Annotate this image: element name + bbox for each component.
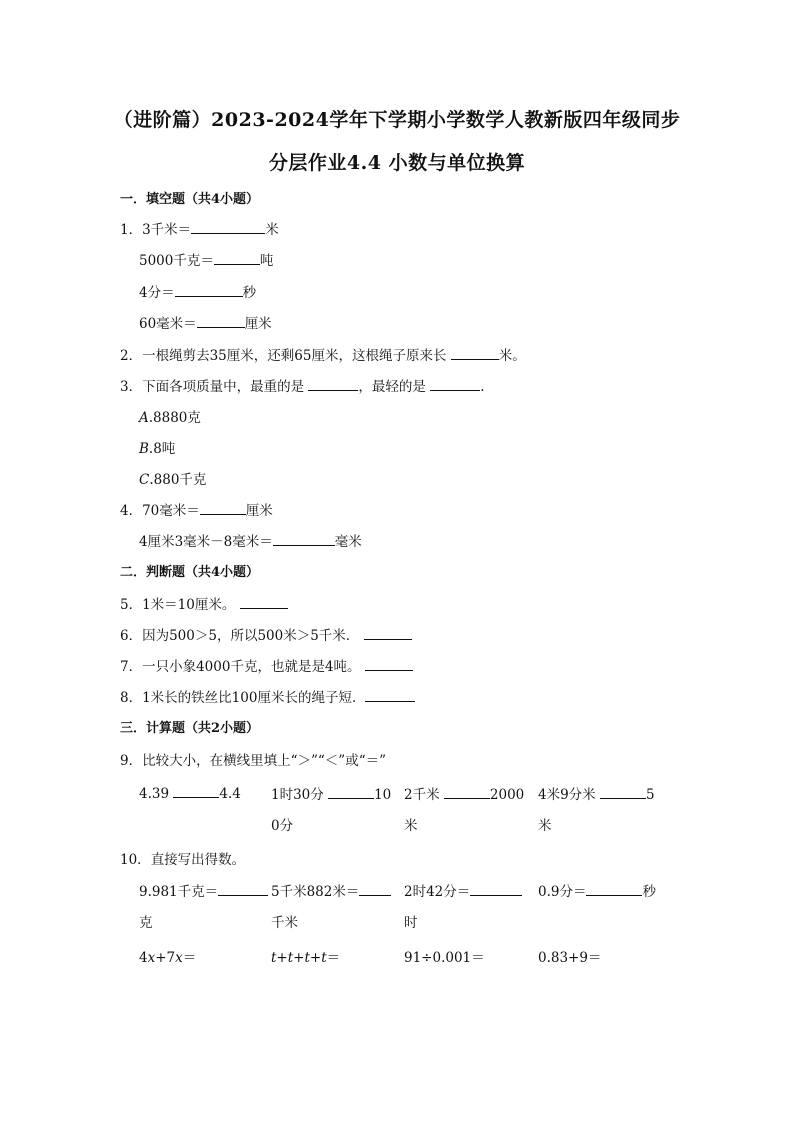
- expression: t+t+t+t: [271, 950, 327, 966]
- calc-item-4: [538, 880, 656, 900]
- calc-item-7: 91÷0.001＝: [404, 950, 485, 966]
- question-1a: [120, 218, 279, 238]
- calc-item-8: 0.83+9＝: [538, 950, 602, 966]
- compare-left: 1时30分: [271, 787, 324, 803]
- unit-text: 秒: [242, 285, 257, 301]
- option-text: .8880克: [148, 410, 201, 426]
- question-9: [120, 749, 386, 769]
- question-number: 2．: [120, 348, 143, 364]
- question-4b: [139, 530, 362, 550]
- answer-blank[interactable]: [600, 784, 646, 799]
- question-2: [120, 344, 526, 364]
- answer-blank[interactable]: [470, 881, 522, 896]
- variable: x: [147, 950, 156, 966]
- answer-blank[interactable]: [444, 784, 490, 799]
- unit-text: 米。: [498, 348, 526, 364]
- compare-right: 10: [374, 787, 392, 803]
- section-fill-in: 一．填空题（共4小题）: [120, 192, 260, 207]
- equals-sign: ＝: [326, 950, 341, 966]
- prompt-text: 60毫米＝: [139, 316, 197, 332]
- question-number: 9．: [120, 753, 143, 769]
- question-number: 8．: [120, 690, 143, 706]
- calc-item-5: [139, 946, 196, 966]
- variable: x: [175, 950, 183, 966]
- option-b: [139, 437, 175, 457]
- answer-blank[interactable]: [365, 687, 415, 702]
- answer-blank[interactable]: [364, 625, 412, 640]
- question-8: [120, 686, 415, 706]
- option-text: .880千克: [149, 472, 207, 488]
- calc-item-2: [271, 880, 391, 900]
- title-line-2: 分层作业4.4 小数与单位换算: [268, 152, 526, 174]
- prompt-text: 直接写出得数。: [150, 852, 246, 868]
- unit-text: 毫米: [334, 534, 362, 550]
- answer-blank[interactable]: [365, 656, 413, 671]
- unit-text: 厘米: [245, 503, 273, 519]
- unit-text: 吨: [259, 253, 274, 269]
- question-6: [120, 624, 412, 644]
- prompt-text: 4厘米3毫米－8毫米＝: [139, 534, 273, 550]
- question-5: [120, 593, 288, 613]
- section-true-false: 二．判断题（共4小题）: [120, 565, 260, 580]
- title-line-1: （进阶篇）2023-2024学年下学期小学数学人教新版四年级同步: [113, 109, 681, 131]
- question-number: 10．: [120, 852, 151, 868]
- answer-blank[interactable]: [328, 784, 374, 799]
- prompt-text: 一根绳剪去35厘米，还剩65厘米，这根绳子原来长: [142, 348, 447, 364]
- question-number: 7．: [120, 659, 143, 675]
- option-text: .8吨: [148, 441, 176, 457]
- unit-text: 秒: [642, 884, 656, 900]
- option-letter: B: [139, 441, 149, 457]
- calc-item-2-wrap: 千米: [271, 915, 298, 931]
- compare-item-2-wrap: 0分: [271, 818, 294, 834]
- answer-blank[interactable]: [218, 881, 268, 896]
- prompt-text: 3千米＝: [142, 222, 192, 238]
- question-1b: [139, 249, 273, 269]
- prompt-text: 9.981千克＝: [139, 884, 219, 900]
- question-1d: [139, 312, 272, 332]
- question-number: 3．: [120, 379, 143, 395]
- prompt-text: 一只小象4000千克，也就是是4吨。: [142, 659, 361, 675]
- prompt-text: 70毫米＝: [142, 503, 200, 519]
- compare-left: 4米9分米: [538, 787, 596, 803]
- calc-item-3-wrap: 时: [404, 915, 418, 931]
- prompt-text: 4分＝: [139, 285, 175, 301]
- coefficient: +7: [155, 950, 176, 966]
- calc-item-1: [139, 880, 268, 900]
- prompt-text: 2时42分＝: [404, 884, 471, 900]
- question-3: [120, 375, 484, 395]
- question-number: 6．: [120, 628, 143, 644]
- compare-right: 2000: [489, 787, 525, 803]
- prompt-text: 下面各项质量中，最重的是: [142, 379, 305, 395]
- compare-item-3-wrap: 米: [404, 818, 418, 834]
- compare-item-3: [404, 783, 524, 803]
- compare-right: 4.4: [219, 786, 241, 802]
- question-number: 4．: [120, 503, 143, 519]
- section-calculation: 三．计算题（共2小题）: [120, 721, 260, 736]
- prompt-text: 0.9分＝: [538, 884, 587, 900]
- compare-item-4: [538, 783, 655, 803]
- compare-left: 2千米: [404, 787, 440, 803]
- option-letter: C: [139, 472, 150, 488]
- compare-item-2: [271, 783, 391, 803]
- prompt-text: 5千米882米＝: [271, 884, 360, 900]
- coefficient: 4: [139, 950, 148, 966]
- compare-item-1: [139, 783, 241, 802]
- prompt-text: 5000千克＝: [139, 253, 214, 269]
- answer-blank[interactable]: [430, 376, 480, 391]
- compare-left: 4.39: [139, 786, 170, 802]
- answer-blank[interactable]: [214, 250, 260, 265]
- prompt-text: 因为500＞5，所以500米＞5千米．: [142, 628, 360, 644]
- question-10: [120, 848, 245, 868]
- prompt-text: 比较大小，在横线里填上“＞”“＜”或“＝”: [142, 753, 387, 769]
- answer-blank[interactable]: [173, 783, 219, 798]
- question-number: 1．: [120, 222, 143, 238]
- question-7: [120, 655, 413, 675]
- answer-blank[interactable]: [308, 376, 358, 391]
- answer-blank[interactable]: [191, 219, 265, 234]
- answer-blank[interactable]: [200, 500, 246, 515]
- calc-item-6: [271, 946, 340, 966]
- question-number: 5．: [120, 597, 143, 613]
- option-a: [139, 406, 201, 426]
- prompt-text: 1米长的铁丝比100厘米长的绳子短．: [142, 690, 366, 706]
- calc-item-3: [404, 880, 522, 900]
- answer-blank[interactable]: [273, 531, 335, 546]
- question-1c: [139, 281, 256, 301]
- answer-blank[interactable]: [197, 313, 245, 328]
- option-c: [139, 468, 206, 488]
- answer-blank[interactable]: [240, 594, 288, 609]
- question-4a: [120, 499, 273, 519]
- prompt-text: 1米＝10厘米。: [142, 597, 236, 613]
- compare-item-4-wrap: 米: [538, 818, 552, 834]
- prompt-text: .: [480, 379, 485, 395]
- equals-sign: ＝: [182, 950, 197, 966]
- unit-text: 米: [265, 222, 279, 238]
- answer-blank[interactable]: [586, 881, 642, 896]
- unit-text: 厘米: [244, 316, 272, 332]
- answer-blank[interactable]: [451, 345, 499, 360]
- answer-blank[interactable]: [359, 881, 391, 896]
- prompt-text: ，最轻的是: [358, 379, 426, 395]
- option-letter: A: [139, 410, 149, 426]
- compare-right: 5: [645, 787, 655, 803]
- calc-item-1-wrap: 克: [139, 915, 153, 931]
- answer-blank[interactable]: [175, 282, 243, 297]
